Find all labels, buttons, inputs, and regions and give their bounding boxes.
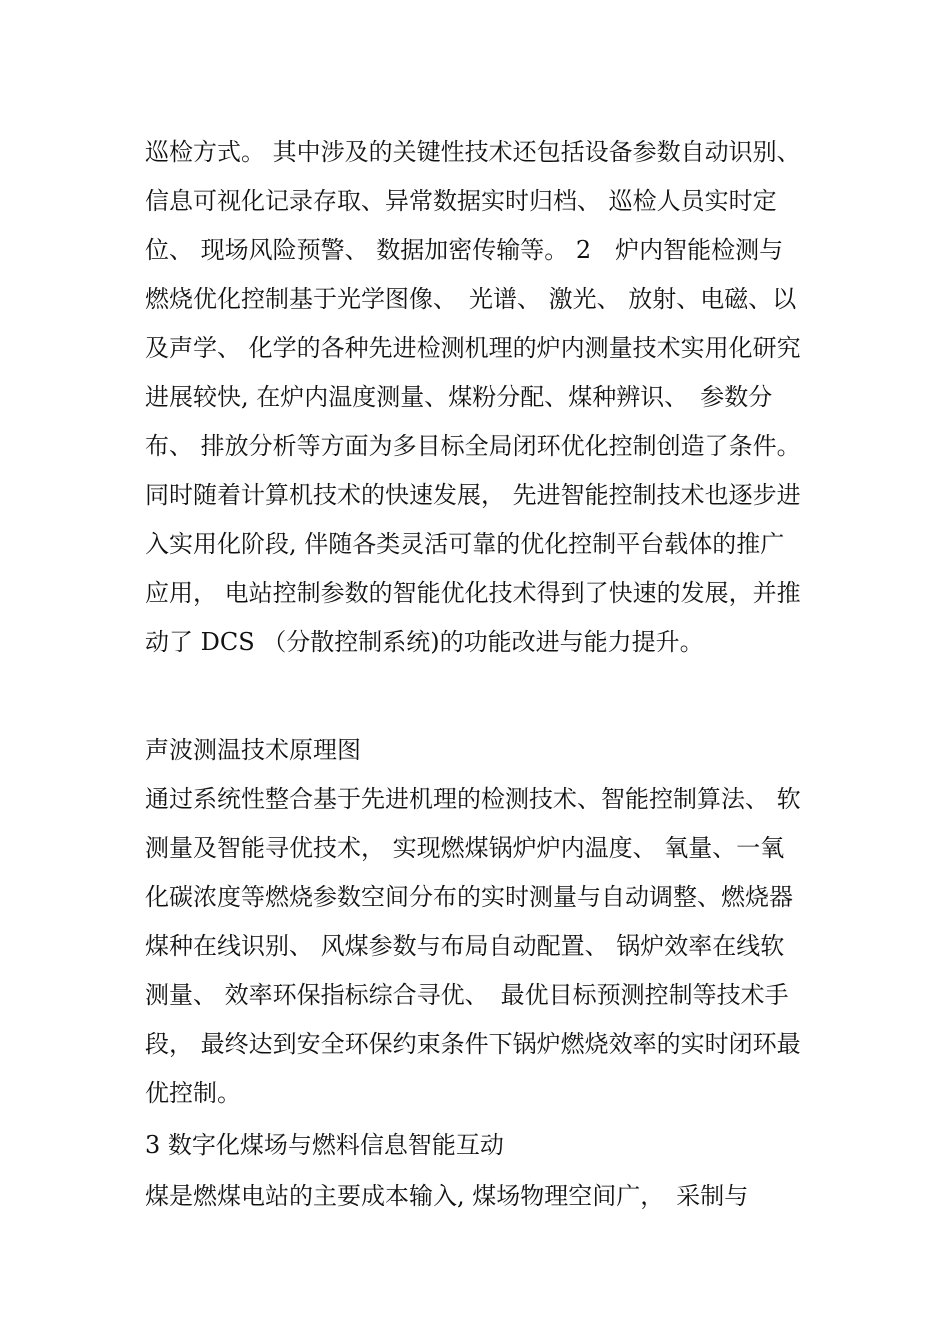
- heading-text: 3 数字化煤场与燃料信息智能互动: [145, 1131, 504, 1159]
- figure-caption: [145, 730, 805, 770]
- caption-text: 声波测温技术原理图: [145, 736, 361, 764]
- body-paragraph-2: [145, 775, 805, 1118]
- body-paragraph-1: [145, 128, 805, 667]
- paragraph-text: 煤是燃煤电站的主要成本输入, 煤场物理空间广， 采制与: [145, 1182, 749, 1210]
- paragraph-text: 巡检方式。 其中涉及的关键性技术还包括设备参数自动识别、信息可视化记录存取、异常数据实时归档、 巡检人员实时定位、 现场风险预警、 数据加密传输等。 2 炉内智能检测与燃烧优化控制基于光学图像、 光谱、 激光、 放射、电磁、以及声学、 化学的各种先进检测机理的炉内测量技术实用化研究进展较快, 在炉内温度测量、煤粉分配、煤种辨识、 参数分布、 排放分析等方面为多目标全局闭环优化控制创造了条件。同时随着计算机技术的快速发展， 先进智能控制技术也逐步进入实用化阶段, 伴随各类灵活可靠的优化控制平台载体的推广应用， 电站控制参数的智能优化技术得到了快速的发展，并推动了 DCS （分散控制系统)的功能改进与能力提升。: [145, 138, 801, 656]
- section-heading: [145, 1125, 805, 1165]
- paragraph-text: 通过系统性整合基于先进机理的检测技术、智能控制算法、 软测量及智能寻优技术， 实现燃煤锅炉炉内温度、 氧量、一氧化碳浓度等燃烧参数空间分布的实时测量与自动调整、燃烧器煤种在线识别、 风煤参数与布局自动配置、 锅炉效率在线软测量、 效率环保指标综合寻优、 最优目标预测控制等技术手段， 最终达到安全环保约束条件下锅炉燃烧效率的实时闭环最优控制。: [145, 785, 801, 1107]
- body-paragraph-3: [145, 1172, 805, 1221]
